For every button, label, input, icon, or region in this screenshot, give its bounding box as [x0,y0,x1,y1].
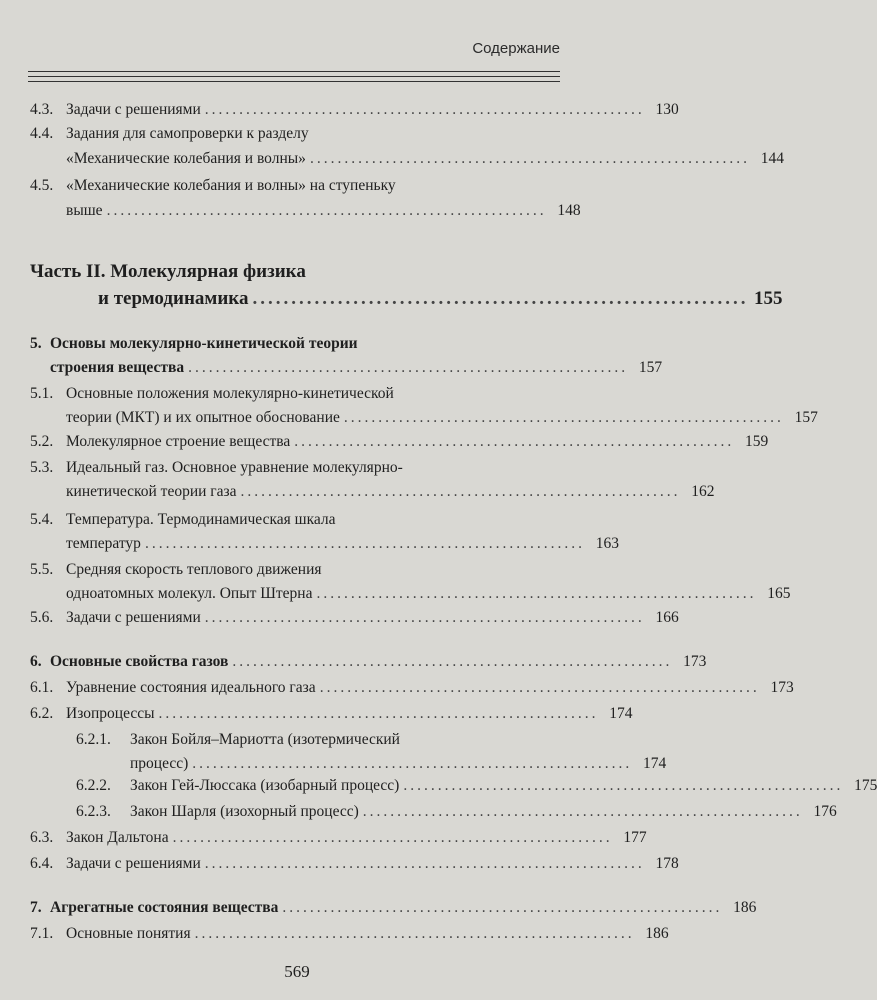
toc-number: 5.6. [30,609,54,626]
toc-title: Идеальный газ. Основное уравнение молекулярно- [66,459,403,476]
toc-page: 155 [753,288,783,309]
toc-leader: ................................................................ [362,803,803,820]
toc-title: теории (МКТ) и их опытное обоснование [66,409,340,426]
toc-number: 5.1. [30,385,54,402]
toc-number: 5.5. [30,561,54,578]
toc-title: Закон Гей-Люссака (изобарный процесс) [130,777,400,794]
toc-leader: ................................................................ [172,829,613,846]
toc-number: 4.5. [30,177,54,194]
toc-title: Изопроцессы [66,705,155,722]
toc-leader: ................................................................ [252,288,749,309]
toc-title: Молекулярное строение вещества [66,433,291,450]
toc-number: 6.2. [30,705,54,722]
toc-leader: ................................................................ [188,359,629,376]
toc-leader: ................................................................ [282,899,723,916]
toc-page: 177 [623,829,647,846]
toc-leader: ................................................................ [403,777,844,794]
toc-title: Часть II. Молекулярная физика [30,261,306,282]
toc-page: 159 [745,433,769,450]
toc-number: 5. [30,335,42,352]
toc-number: 5.2. [30,433,54,450]
toc-page: 174 [643,755,667,772]
toc-title: Средняя скорость теплового движения [66,561,322,578]
toc-title: температур [66,535,141,552]
toc-number: 6.1. [30,679,54,696]
toc-page: 186 [733,899,757,916]
toc-leader: ................................................................ [309,150,750,167]
toc-page: 162 [691,483,715,500]
toc-page: 178 [655,855,679,872]
toc-page: 157 [638,359,663,376]
toc-page: 176 [813,803,837,820]
toc-title: Температура. Термодинамическая шкала [66,511,336,528]
toc-title: Основные понятия [66,925,191,942]
toc-number: 6.4. [30,855,54,872]
toc-title: Задачи с решениями [66,101,201,118]
toc-number: 5.3. [30,459,54,476]
toc-number: 6.3. [30,829,54,846]
toc-page: 148 [557,202,581,219]
toc-title: кинетической теории газа [66,483,237,500]
toc-page: 165 [767,585,791,602]
toc-title: одноатомных молекул. Опыт Штерна [66,585,313,602]
toc-leader: ................................................................ [343,409,784,426]
toc-title: строения вещества [50,359,185,376]
toc-leader: ................................................................ [232,653,673,670]
toc-leader: ................................................................ [204,101,645,118]
toc-leader: ................................................................ [194,925,635,942]
toc-leader: ................................................................ [144,535,585,552]
toc-title: Задачи с решениями [66,609,201,626]
toc-number: 5.4. [30,511,54,528]
toc-leader: ................................................................ [240,483,681,500]
toc-title: процесс) [130,755,189,772]
toc-title: «Механические колебания и волны» [66,150,306,167]
toc-number: 7. [30,899,42,916]
toc-title: Закон Шарля (изохорный процесс) [130,803,359,820]
toc-title: Уравнение состояния идеального газа [66,679,316,696]
page-number: 569 [284,962,310,981]
toc-title: Основные свойства газов [50,653,229,670]
toc-page: 173 [683,653,707,670]
toc-title: и термодинамика [98,288,249,309]
toc-number: 6. [30,653,42,670]
toc-title: Закон Бойля–Мариотта (изотермический [130,731,400,748]
toc-page: 175 [854,777,877,794]
toc-title: Агрегатные состояния вещества [50,899,279,916]
toc-number: 4.3. [30,101,54,118]
toc-title: «Механические колебания и волны» на ступеньку [66,177,396,194]
toc-number: 6.2.2. [76,777,111,794]
toc-page: 174 [609,705,633,722]
toc-title: выше [66,202,103,219]
toc-leader: ................................................................ [294,433,735,450]
toc-leader: ................................................................ [204,855,645,872]
toc-page: 157 [794,409,818,426]
toc-page: 130 [655,101,679,118]
running-header: Содержание [472,40,560,57]
toc-page: 166 [655,609,679,626]
toc-page: 173 [770,679,794,696]
toc-number: 6.2.3. [76,803,111,820]
toc-title: Задания для самопроверки к разделу [66,125,309,142]
toc-page: 163 [595,535,619,552]
toc-leader: ................................................................ [204,609,645,626]
toc-number: 4.4. [30,125,54,142]
toc-title: Задачи с решениями [66,855,201,872]
toc-title: Основы молекулярно-кинетической теории [50,335,358,352]
toc-number: 6.2.1. [76,731,111,748]
toc-title: Закон Дальтона [66,829,169,846]
toc-leader: ................................................................ [192,755,633,772]
toc-title: Основные положения молекулярно-кинетической [66,385,394,402]
toc-page: 186 [645,925,669,942]
toc-leader: ................................................................ [319,679,760,696]
toc-number: 7.1. [30,925,54,942]
toc-leader: ................................................................ [106,202,547,219]
toc-leader: ................................................................ [316,585,757,602]
toc-page: 144 [760,150,784,167]
toc-leader: ................................................................ [158,705,599,722]
